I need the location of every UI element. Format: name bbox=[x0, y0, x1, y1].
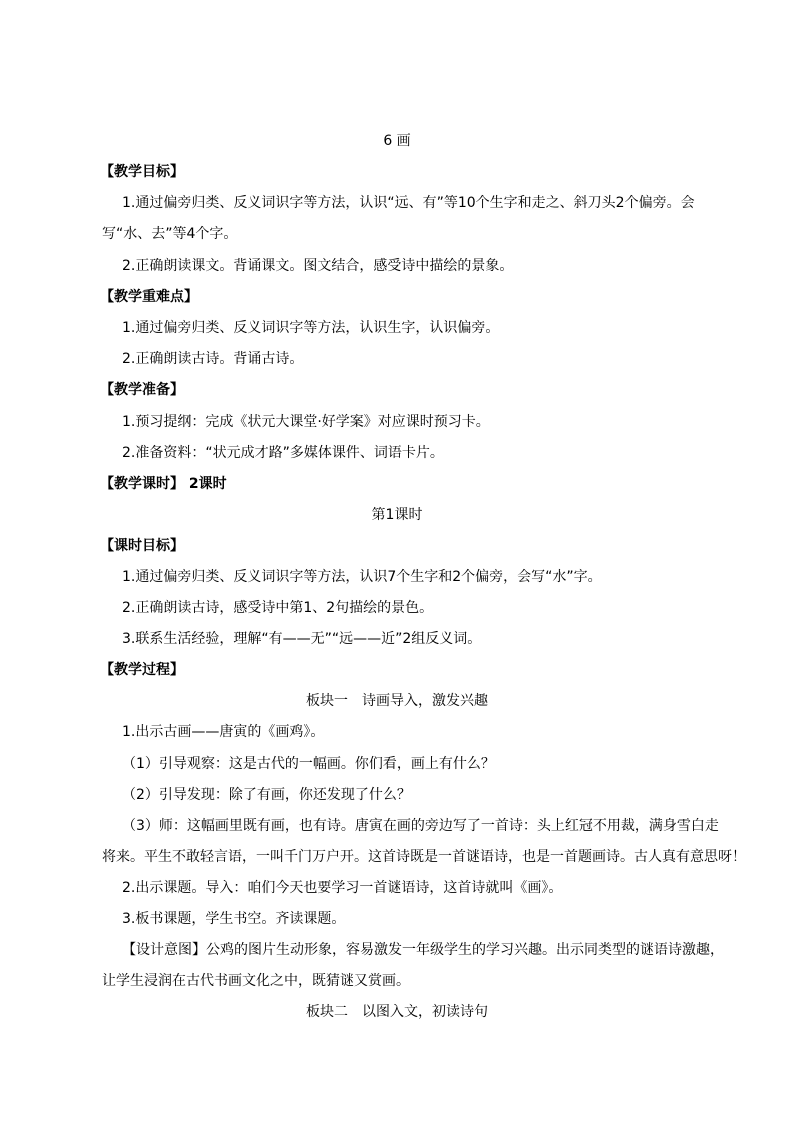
section-1-step-3: 3.板书课题，学生书空。齐读课题。 bbox=[122, 911, 346, 927]
key-point-item-1: 1.通过偏旁归类、反义词识字等方法，认识生字，认识偏旁。 bbox=[122, 320, 500, 336]
heading-teaching-goals: 【教学目标】 bbox=[100, 164, 184, 180]
lesson-goal-item-2: 2.正确朗读古诗，感受诗中第1、2句描绘的景色。 bbox=[122, 600, 434, 616]
section-1-title: 板块一 诗画导入，激发兴趣 bbox=[306, 693, 488, 709]
section-1-sub-3-continued: 将来。平生不敢轻言语，一叫千门万户开。这首诗既是一首谜语诗，也是一首题画诗。古人真有意思呀！ bbox=[102, 849, 746, 865]
preparation-item-1: 1.预习提纲：完成《状元大课堂·好学案》对应课时预习卡。 bbox=[122, 414, 490, 430]
goal-item-1: 1.通过偏旁归类、反义词识字等方法，认识“远、有”等10个生字和走之、斜刀头2个偏旁。会 bbox=[122, 195, 695, 211]
goal-item-1-continued: 写“水、去”等4个字。 bbox=[102, 226, 238, 242]
heading-lesson-goals: 【课时目标】 bbox=[100, 538, 184, 554]
lesson-1-title: 第1课时 bbox=[371, 507, 423, 523]
heading-key-points: 【教学重难点】 bbox=[100, 289, 198, 305]
lesson-goal-item-3: 3.联系生活经验，理解“有——无”“远——近”2组反义词。 bbox=[122, 631, 482, 647]
key-point-item-2: 2.正确朗读古诗。背诵古诗。 bbox=[122, 351, 304, 367]
design-intent: 【设计意图】公鸡的图片生动形象，容易激发一年级学生的学习兴趣。出示同类型的谜语诗激趣， bbox=[122, 942, 724, 958]
section-1-sub-3: （3）师：这幅画里既有画，也有诗。唐寅在画的旁边写了一首诗：头上红冠不用裁，满身雪白走 bbox=[122, 818, 719, 834]
preparation-item-2: 2.准备资料：“状元成才路”多媒体课件、词语卡片。 bbox=[122, 445, 444, 461]
lesson-goal-item-1: 1.通过偏旁归类、反义词识字等方法，认识7个生字和2个偏旁，会写“水”字。 bbox=[122, 569, 602, 585]
section-1-sub-2: （2）引导发现：除了有画，你还发现了什么？ bbox=[122, 787, 411, 803]
section-1-step-1: 1.出示古画——唐寅的《画鸡》。 bbox=[122, 724, 325, 740]
heading-preparation: 【教学准备】 bbox=[100, 382, 184, 398]
goal-item-2: 2.正确朗读课文。背诵课文。图文结合，感受诗中描绘的景象。 bbox=[122, 258, 514, 274]
section-2-title: 板块二 以图入文，初读诗句 bbox=[306, 1004, 488, 1020]
heading-class-hours: 【教学课时】 2课时 bbox=[100, 476, 227, 492]
section-1-sub-1: （1）引导观察：这是古代的一幅画。你们看，画上有什么？ bbox=[122, 756, 495, 772]
section-1-step-2: 2.出示课题。导入：咱们今天也要学习一首谜语诗，这首诗就叫《画》。 bbox=[122, 880, 563, 896]
document-title: 6 画 bbox=[383, 133, 411, 149]
heading-teaching-process: 【教学过程】 bbox=[100, 662, 184, 678]
design-intent-continued: 让学生浸润在古代书画文化之中，既猜谜又赏画。 bbox=[102, 973, 410, 989]
